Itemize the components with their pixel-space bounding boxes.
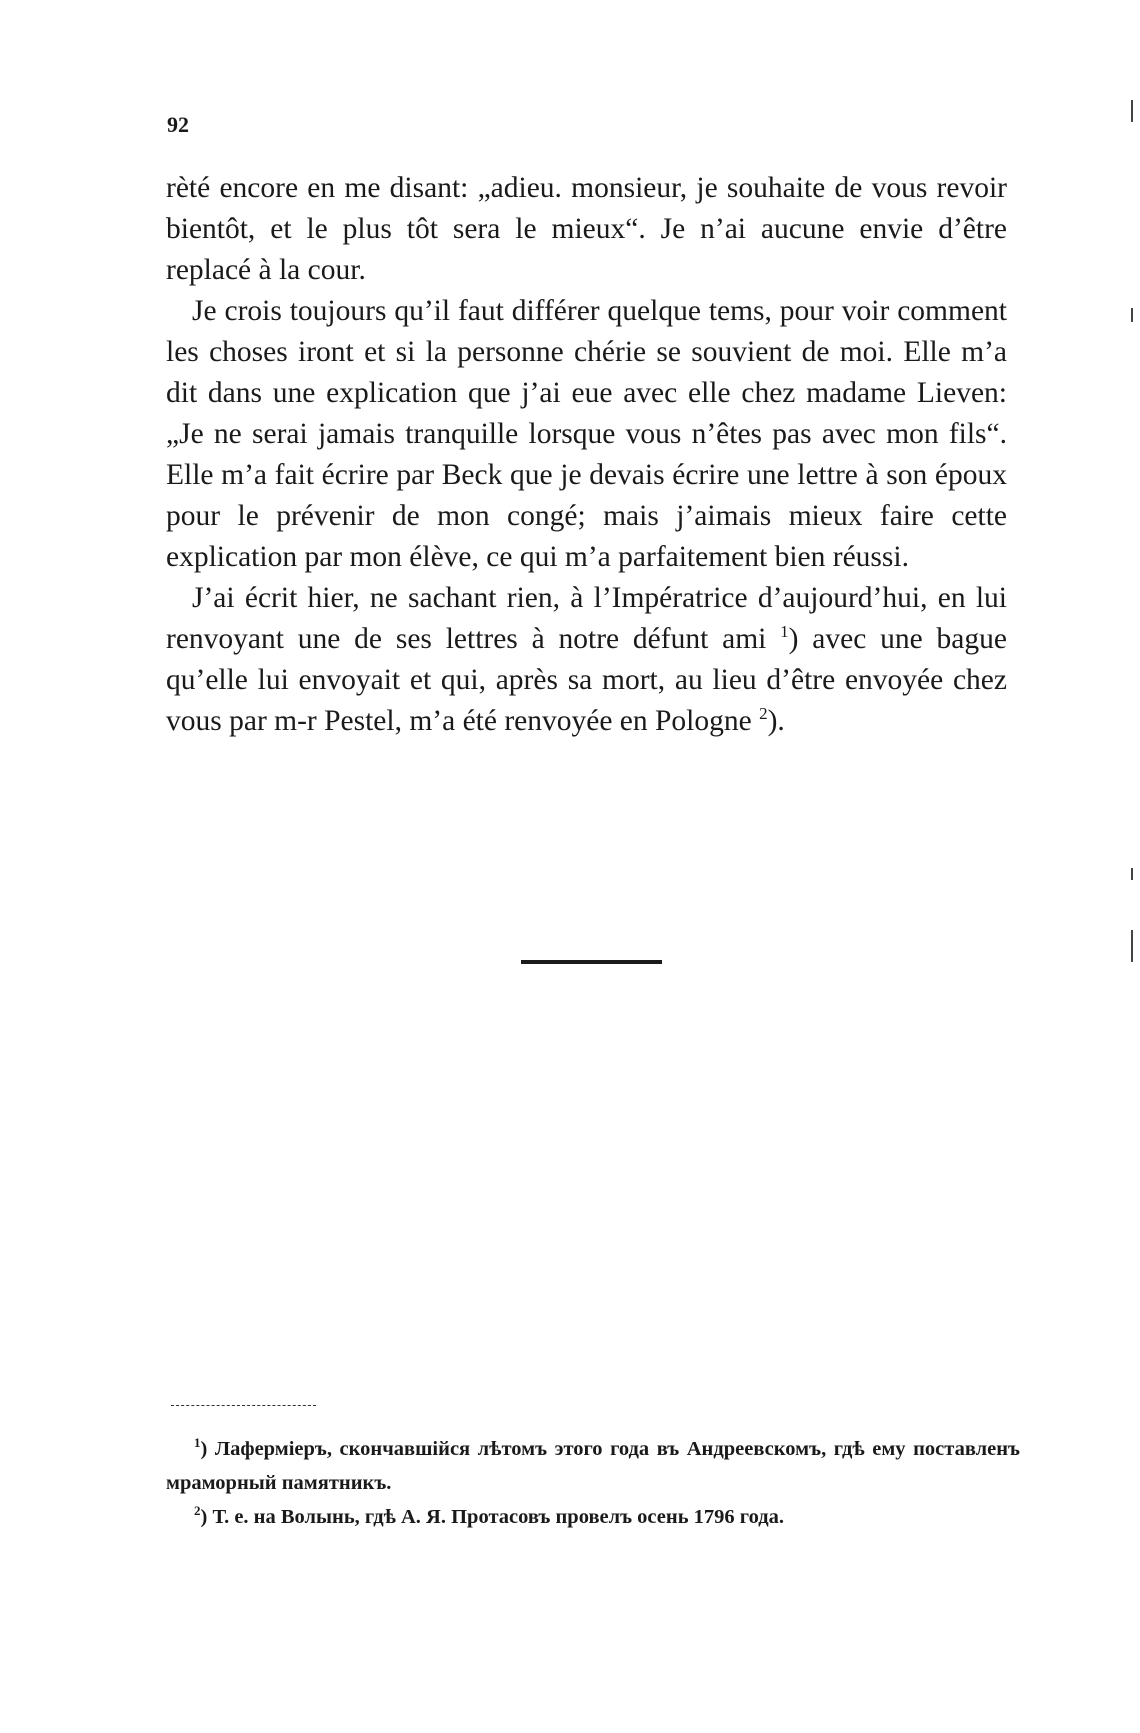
paragraph-text: Je crois toujours qu’il faut différer quelque tems, pour voir comment les choses iront et si la personne chérie se souvient de moi. Elle m’a dit dans une explication que j’ai eue avec elle chez madame Lieven: „Je ne serai jamais tranquille lorsque vous n’êtes pas avec mon fils“. Elle m’a fait écrire par Beck que je devais écrire une lettre à son époux pour le prévenir de mon congé; mais j’aimais mieux faire cette explication par mon élève, ce qui m’a parfaitement bien réussi. bbox=[166, 295, 1007, 573]
footnotes bbox=[166, 1432, 1020, 1534]
page-number: 92 bbox=[167, 112, 189, 137]
scan-edge-mark bbox=[1131, 868, 1133, 880]
footnote-marker: 2 bbox=[194, 1503, 201, 1518]
footnote-ref-1: 1 bbox=[780, 622, 789, 641]
paragraph-text: ) avec une bague qu’elle lui envoyait et qui, après sa mort, au lieu d’être envoyée chez vous par m-r Pestel, m’a été renvoyée en Pologne bbox=[166, 623, 1007, 737]
footnote-1 bbox=[166, 1432, 1020, 1500]
paragraph-1 bbox=[166, 168, 1007, 291]
paragraph-text: ). bbox=[767, 705, 785, 737]
footnote-marker: 1 bbox=[194, 1435, 201, 1450]
scan-edge-mark bbox=[1131, 930, 1133, 962]
paragraph-text: rèté encore en me disant: „adieu. monsieur, je souhaite de vous revoir bientôt, et le plus tôt sera le mieux“. Je n’ai aucune envie d’être replacé à la cour. bbox=[166, 172, 1007, 286]
scan-edge-mark bbox=[1131, 308, 1133, 322]
paragraph-3 bbox=[166, 578, 1007, 742]
main-text bbox=[166, 168, 1007, 742]
footnote-ref-2: 2 bbox=[759, 704, 768, 723]
scan-edge-mark bbox=[1131, 100, 1133, 122]
paragraph-text: J’ai écrit hier, ne sachant rien, à l’Impératrice d’aujourd’hui, en lui renvoyant une de ses lettres à notre défunt ami bbox=[166, 582, 1007, 655]
paragraph-2 bbox=[166, 291, 1007, 578]
footnote-divider bbox=[171, 1405, 316, 1406]
footnote-text: ) Лаферміеръ, скончавшійся лѣтомъ этого года въ Андреевскомъ, гдѣ ему поставленъ мраморный памятникъ. bbox=[166, 1438, 1020, 1494]
footnote-2 bbox=[166, 1500, 1020, 1534]
footnote-text: ) Т. е. на Волынь, гдѣ А. Я. Протасовъ провелъ осень 1796 года. bbox=[200, 1506, 784, 1528]
section-divider bbox=[521, 960, 662, 964]
